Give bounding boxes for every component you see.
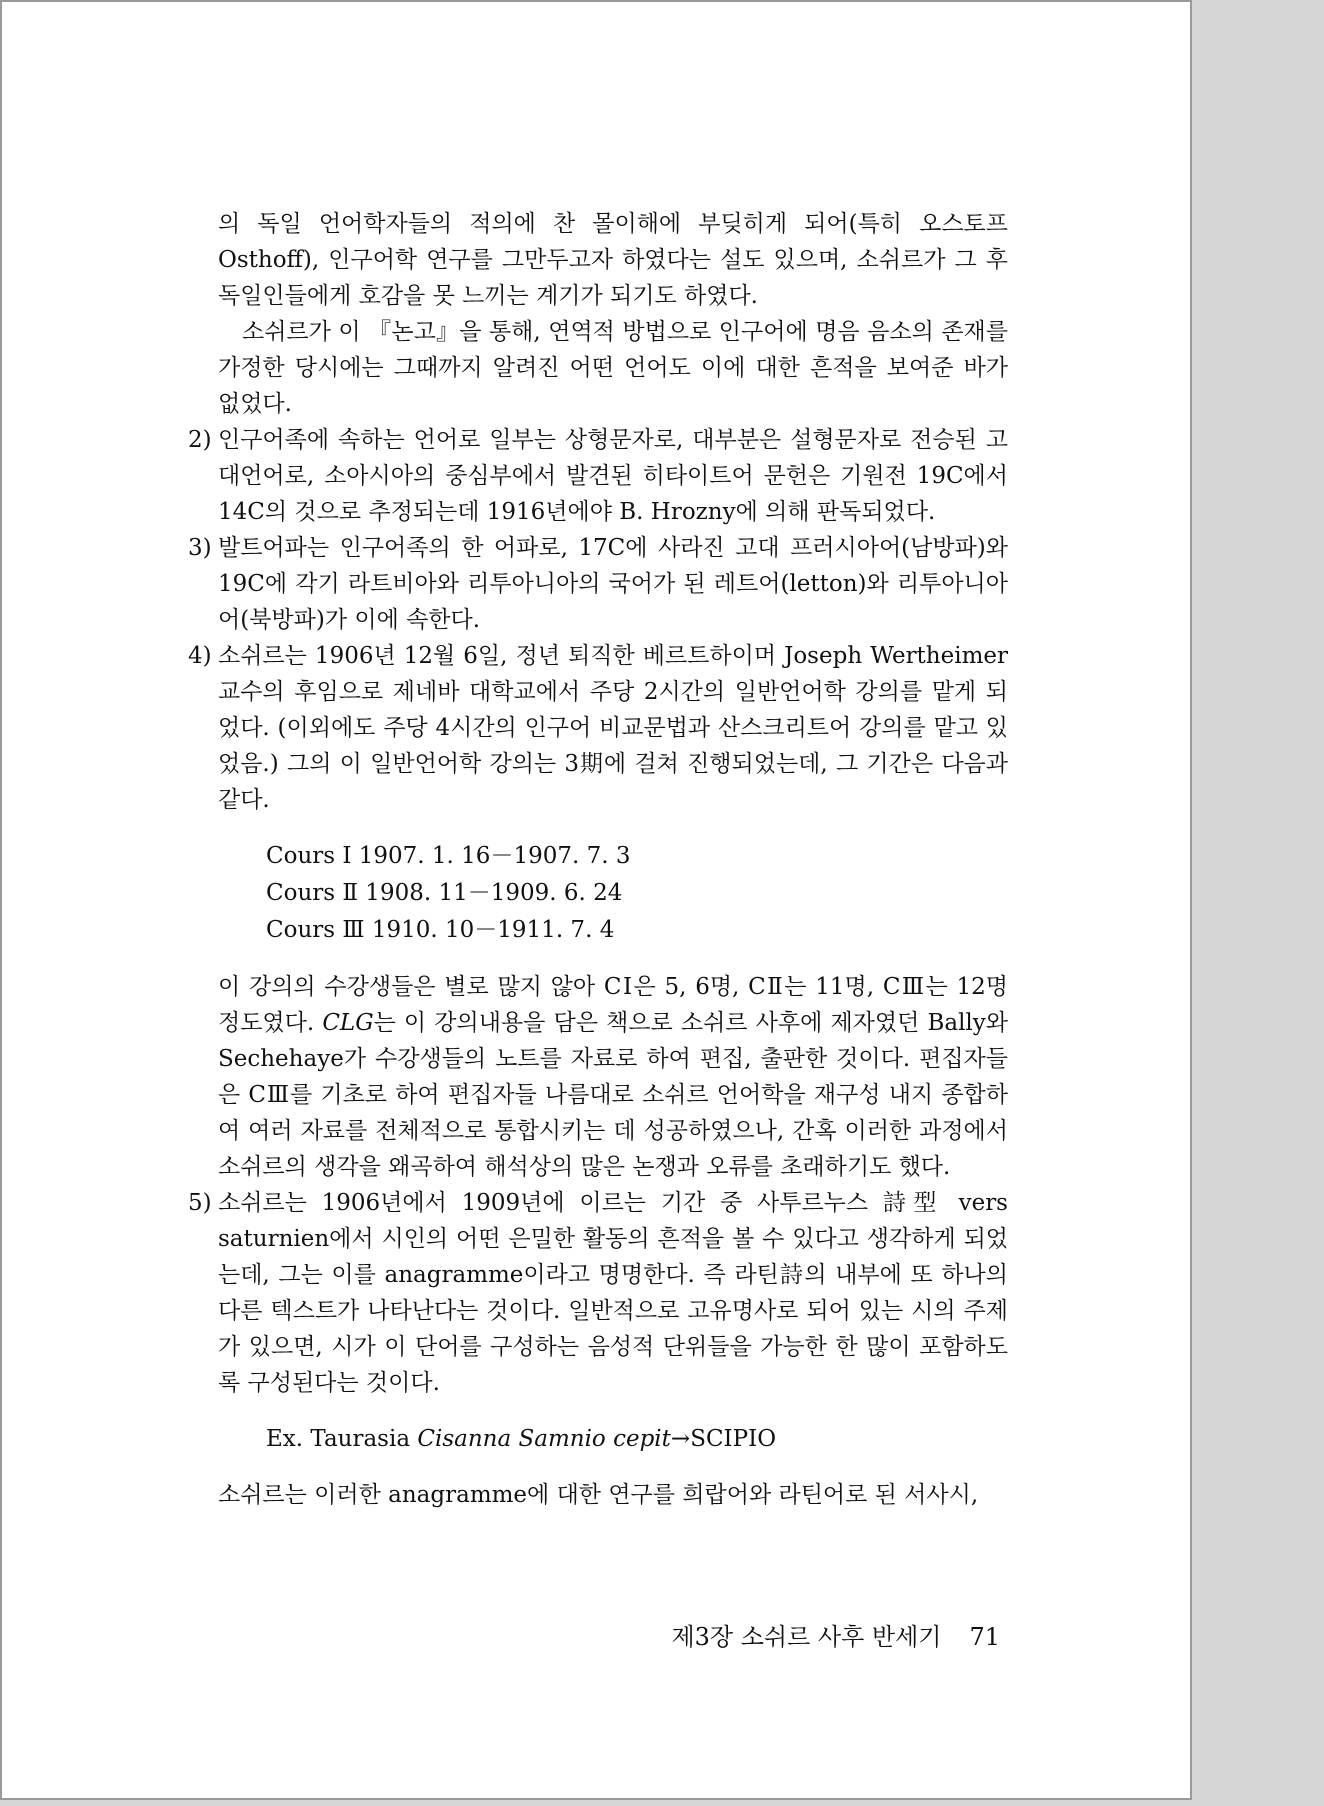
arrow-icon: → — [670, 1426, 691, 1452]
footnote-text: 인구어족에 속하는 언어로 일부는 상형문자로, 대부분은 설형문자로 전승된 고대언어로, 소아시아의 중심부에서 발견된 히타이트어 문헌은 기원전 19C에서 14C의 것으로 추정되는데 1916년에야 B. Hrozny에 의해 판독되었다. — [218, 427, 1008, 525]
page-footer — [610, 1617, 1000, 1652]
clg-title: CLG — [322, 1010, 374, 1036]
paragraph-1: 의 독일 언어학자들의 적의에 찬 몰이해에 부딪히게 되어(특히 오스토프 Osthoff), 인구어학 연구를 그만두고자 하였다는 설도 있으며, 소쉬르가 그 후 독일인들에게 호감을 못 느끼는 계기가 되기도 하였다. — [218, 211, 1008, 309]
footnote-2 — [188, 422, 1008, 530]
footnote-5 — [188, 1185, 1008, 1401]
paragraph-4 — [218, 969, 1008, 1185]
course-3: Cours Ⅲ 1910. 10－1911. 7. 4 — [266, 917, 615, 943]
footnote-number: 4) — [188, 643, 212, 669]
example-prefix: Ex. Taurasia — [266, 1426, 418, 1452]
course-2: Cours Ⅱ 1908. 11－1909. 6. 24 — [266, 880, 623, 906]
paragraph-6: 소쉬르는 이러한 anagramme에 대한 연구를 희랍어와 라틴어로 된 서사시, — [218, 1482, 979, 1508]
footnote-text: 소쉬르는 1906년 12월 6일, 정년 퇴직한 베르트하이머 Joseph Wertheimer 교수의 후임으로 제네바 대학교에서 주당 2시간의 일반언어학 강의를 맡게 되었다. (이외에도 주당 4시간의 인구어 비교문법과 산스크리트어 강의를 맡고 있었음.) 그의 이 일반언어학 강의는 3期에 걸쳐 진행되었는데, 그 기간은 다음과 같다. — [218, 643, 1008, 813]
footnote-number: 5) — [188, 1190, 212, 1216]
course-1: Cours Ⅰ 1907. 1. 16－1907. 7. 3 — [266, 843, 631, 869]
course-list — [266, 838, 1008, 949]
paragraph-4-start: 이 강의의 수강생들은 별로 많지 않아 CⅠ은 5, 6명, CⅡ는 11명, CⅢ는 12명 정도였다. — [218, 974, 1008, 1036]
footnote-number: 3) — [188, 535, 212, 561]
chapter-title: 제3장 소쉬르 사후 반세기 — [671, 1623, 942, 1651]
paragraph-2: 소쉬르가 이 『논고』을 통해, 연역적 방법으로 인구어에 명음 음소의 존재를 가정한 당시에는 그때까지 알려진 어떤 언어도 이에 대한 흔적을 보여준 바가 없었다. — [218, 319, 1008, 417]
footnote-text: 발트어파는 인구어족의 한 어파로, 17C에 사라진 고대 프러시아어(남방파)와 19C에 각기 라트비아와 리투아니아의 국어가 된 레트어(letton)와 리투아니아어(북방파)가 이에 속한다. — [218, 535, 1008, 633]
footnote-text: 소쉬르는 1906년에서 1909년에 이르는 기간 중 사투르누스 詩型 vers saturnien에서 시인의 어떤 은밀한 활동의 흔적을 볼 수 있다고 생각하게 되었는데, 그는 이를 anagramme이라고 명명한다. 즉 라틴詩의 내부에 또 하나의 다른 텍스트가 나타난다는 것이다. 일반적으로 고유명사로 되어 있는 시의 주제가 있으면, 시가 이 단어를 구성하는 음성적 단위들을 가능한 한 많이 포함하도록 구성된다는 것이다. — [218, 1190, 1008, 1396]
footnote-number: 2) — [188, 427, 212, 453]
example-latin: Cisanna Samnio cepit — [417, 1426, 671, 1452]
paragraph-4-end: 는 이 강의내용을 담은 책으로 소쉬르 사후에 제자였던 Bally와 Sechehaye가 수강생들의 노트를 자료로 하여 편집, 출판한 것이다. 편집자들은 CⅢ를 기초로 하여 편집자들 나름대로 소쉬르 언어학을 재구성 내지 종합하여 여러 자료를 전체적으로 통합시키는 데 성공하였으나, 간혹 이러한 과정에서 소쉬르의 생각을 왜곡하여 해석상의 많은 논쟁과 오류를 초래하기도 했다. — [218, 1010, 1008, 1180]
example-result: SCIPIO — [690, 1426, 777, 1452]
page-number: 71 — [969, 1623, 1000, 1651]
body-text — [188, 206, 1008, 1513]
footnote-4 — [188, 638, 1008, 818]
footnote-3 — [188, 530, 1008, 638]
example-line — [266, 1421, 1008, 1457]
